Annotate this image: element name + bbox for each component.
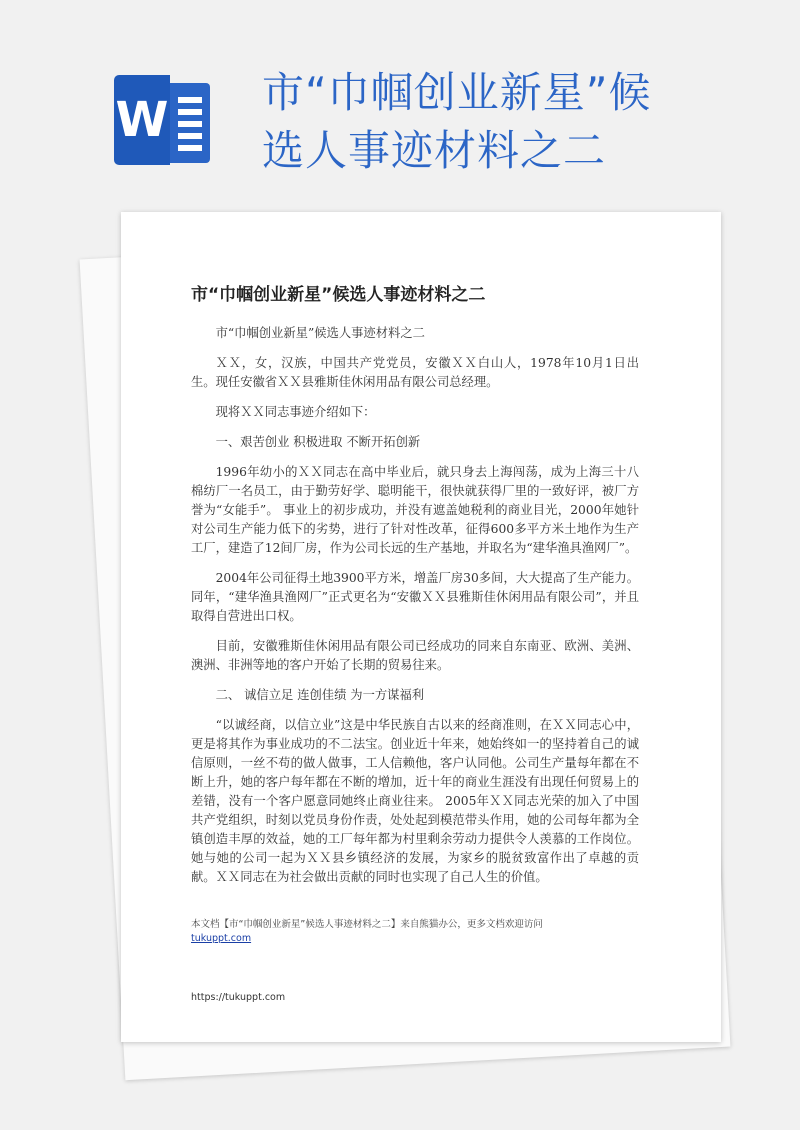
footer-link[interactable]: tukuppt.com [191, 933, 252, 944]
paragraph: 市“巾帼创业新星”候选人事迹材料之二 [215, 326, 425, 340]
document-page [121, 212, 721, 1042]
paragraph: 1996年幼小的ＸＸ同志在高中毕业后，就只身去上海闯荡，成为上海三十八棉纺厂一名员工，由于勤劳好学、聪明能干，很快就获得厂里的一致好评，被厂方誉为“女能手”。 事业上的初步成功，并没有遮盖她税利的商业目光，2000年她针对公司生产能力低下的劣势，进行了针对性改革，征得600多平方米土地作为生产工厂，建造了12间厂房，作为公司长远的生产基地，并取名为“建华渔具渔网厂”。 [191, 465, 639, 555]
section-heading: 一、艰苦创业 积极进取 不断开拓创新 [215, 435, 421, 449]
paragraph: 现将ＸＸ同志事迹介绍如下： [215, 405, 376, 419]
paragraph: ＸＸ，女，汉族，中国共产党党员，安徽ＸＸ白山人，1978年10月1日出生。现任安徽省ＸＸ县雅斯佳休闲用品有限公司总经理。 [191, 356, 639, 389]
footer-text: 本文档【市“巾帼创业新星”候选人事迹材料之二】来自熊猫办公，更多文档欢迎访问 [191, 919, 543, 930]
document-title: 市“巾帼创业新星”候选人事迹材料之二 [191, 285, 486, 305]
cover-title [262, 64, 782, 180]
word-document-icon [114, 75, 212, 165]
section-heading: 二、 诚信立足 连创佳绩 为一方谋福利 [215, 688, 425, 702]
paragraph: “以诚经商，以信立业”这是中华民族自古以来的经商准则，在ＸＸ同志心中，更是将其作为事业成功的不二法宝。创业近十年来，她始终如一的坚持着自己的诚信原则，一丝不苟的做人做事，工人信赖他，客户认同他。公司生产量每年都在不断上升，她的客户每年都在不断的增加，近十年的商业生涯没有出现任何贸易上的差错，没有一个客户愿意同她终止商业往来。 2005年ＸＸ同志光荣的加入了中国共产党组织，时刻以党员身份作责，处处起到模范带头作用，她的公司每年都为全镇创造丰厚的效益，她的工厂每年都为村里剩余劳动力提供令人羡慕的工作岗位。她与她的公司一起为ＸＸ县乡镇经济的发展，为家乡的脱贫致富作出了卓越的贡献。ＸＸ同志在为社会做出贡献的同时也实现了自己人生的价值。 [191, 718, 639, 884]
paragraph: 目前，安徽雅斯佳休闲用品有限公司已经成功的同来自东南亚、欧洲、美洲、澳洲、非洲等地的客户开始了长期的贸易往来。 [191, 639, 639, 672]
word-logo-icon: W [114, 75, 170, 165]
cover-banner [0, 0, 800, 230]
paragraph: 2004年公司征得土地3900平方米，增盖厂房30多间，大大提高了生产能力。同年，“建华渔具渔网厂”正式更名为“安徽ＸＸ县雅斯佳休闲用品有限公司”，并且取得自营进出口权。 [191, 571, 639, 623]
cover-title-line-2: 选人事迹材料之二 [262, 126, 607, 175]
cover-title-line-1: 市“巾帼创业新星”候 [262, 68, 652, 117]
document-body [191, 324, 639, 898]
document-footer-note [191, 918, 661, 946]
footer-url: https://tukuppt.com [191, 992, 286, 1003]
